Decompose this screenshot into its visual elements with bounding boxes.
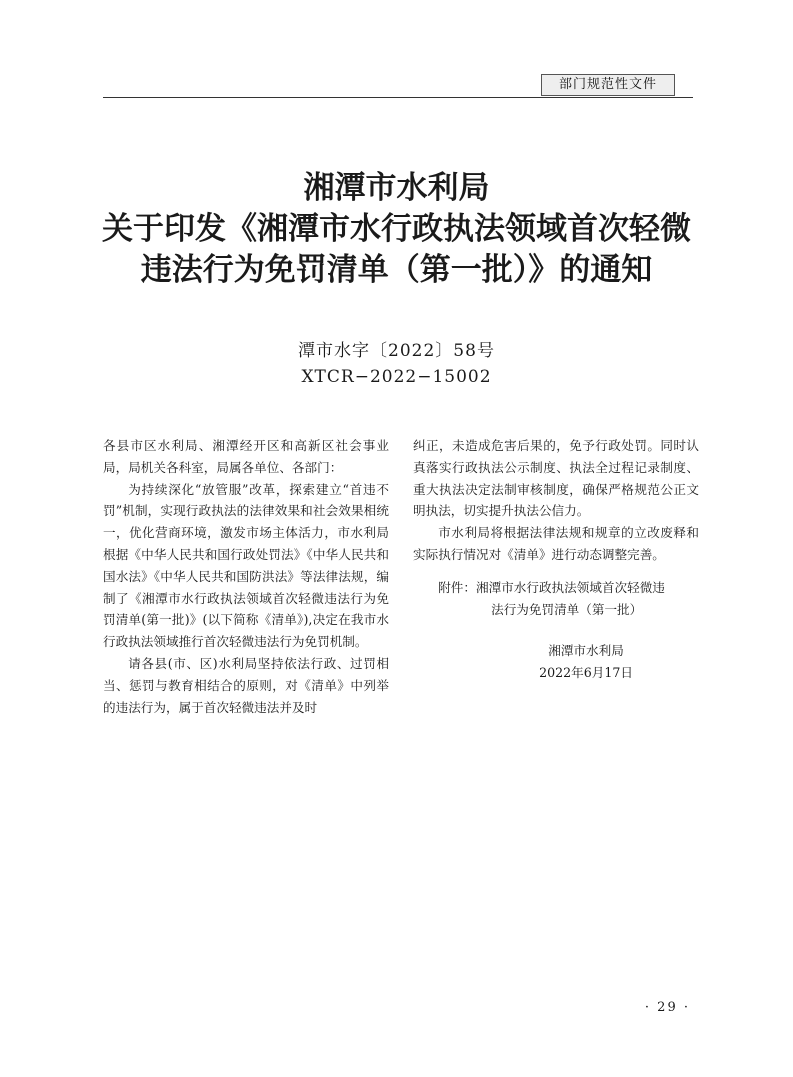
section-tag: 部门规范性文件 bbox=[541, 74, 675, 96]
salutation: 各县市区水利局、湘潭经开区和高新区社会事业局，局机关各科室，局属各单位、各部门： bbox=[103, 438, 389, 475]
body-column-left bbox=[103, 435, 389, 718]
attachment-line-1: 附件：湘潭市水行政执法领域首次轻微违 bbox=[438, 579, 665, 595]
document-title bbox=[60, 168, 733, 291]
title-line-1: 湘潭市水利局 bbox=[303, 170, 490, 206]
issue-date: 2022年6月17日 bbox=[539, 665, 633, 681]
document-number-block bbox=[0, 338, 793, 390]
body-column-right bbox=[413, 435, 699, 684]
title-line-2: 关于印发《湘潭市水行政执法领域首次轻微 bbox=[102, 211, 691, 247]
issue-number: 潭市水字〔2022〕58号 bbox=[298, 341, 495, 361]
paragraph-2: 请各县(市、区)水利局坚持依法行政、过罚相当、惩罚与教育相结合的原则，对《清单》中列举的违法行为，属于首次轻微违法并及时 bbox=[103, 655, 389, 715]
paragraph-2-continued: 纠正，未造成危害后果的，免予行政处罚。同时认真落实行政执法公示制度、执法全过程记录制度、重大执法决定法制审核制度，确保严格规范公正文明执法，切实提升执法公信力。 bbox=[413, 438, 699, 519]
title-line-3: 违法行为免罚清单（第一批）》的通知 bbox=[140, 252, 653, 288]
page-number: · 29 · bbox=[644, 1000, 690, 1015]
signature-block bbox=[413, 640, 699, 684]
paragraph-1: 为持续深化“放管服”改革，探索建立“首违不罚”机制，实现行政执法的法律效果和社会效果相统一，优化营商环境，激发市场主体活力，市水利局根据《中华人民共和国行政处罚法》《中华人民共和国水法》《中华人民共和国防洪法》等法律法规，编制了《湘潭市水行政执法领域首次轻微违法行为免罚清单(第一批)》(以下简称《清单》),决定在我市水行政执法领域推行首次轻微违法行为免罚机制。 bbox=[103, 481, 389, 650]
header-divider bbox=[103, 97, 693, 98]
paragraph-3: 市水利局将根据法律法规和规章的立改废释和实际执行情况对《清单》进行动态调整完善。 bbox=[413, 525, 699, 562]
signature: 湘潭市水利局 bbox=[548, 643, 624, 659]
attachment-note bbox=[413, 577, 699, 621]
registry-number: XTCR−2022−15002 bbox=[301, 367, 492, 387]
attachment-line-2: 法行为免罚清单（第一批） bbox=[491, 601, 643, 617]
